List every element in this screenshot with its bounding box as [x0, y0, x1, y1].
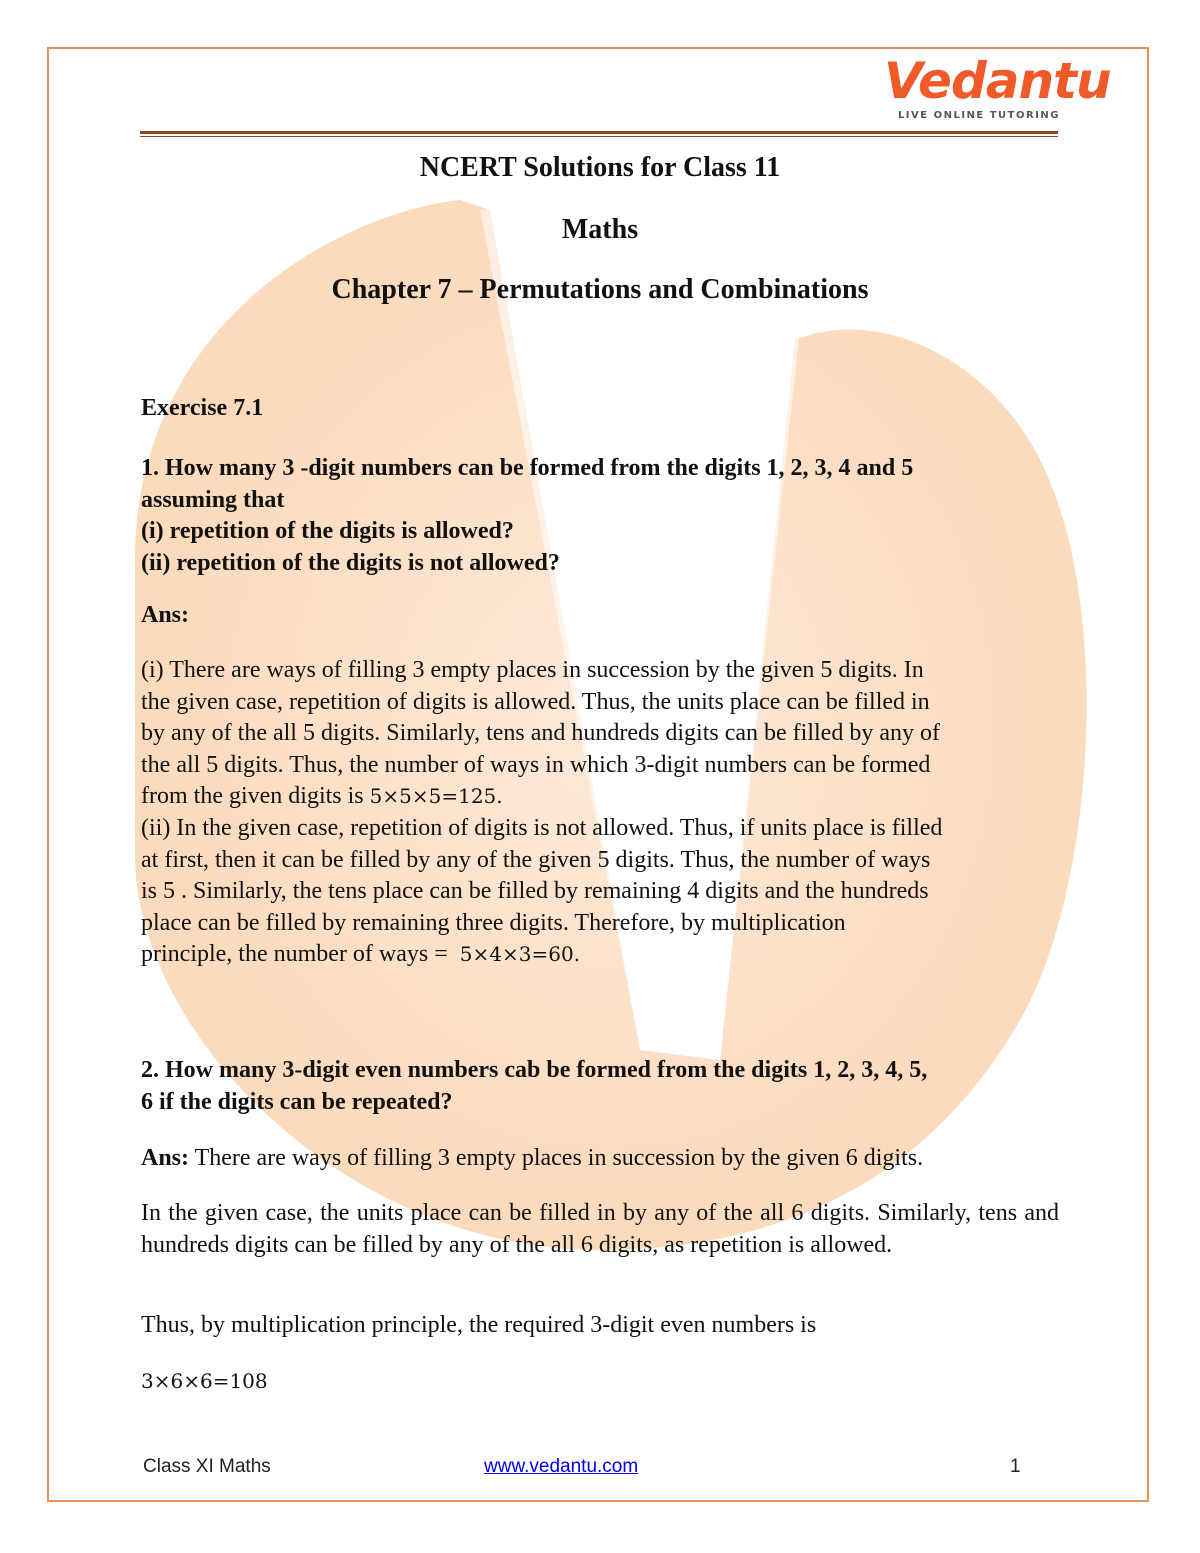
q2-answer [141, 1143, 1059, 1175]
q1-line: (i) repetition of the digits is allowed? [141, 518, 514, 544]
answer-line [141, 939, 1059, 971]
logo-tagline: LIVE ONLINE TUTORING [897, 110, 1060, 121]
q2-line: 2. How many 3-digit even numbers cab be formed from the digits 1, 2, 3, 4, 5, [141, 1057, 928, 1083]
answer-line: the all 5 digits. Thus, the number of ways in which 3-digit numbers can be formed [141, 751, 931, 778]
doc-chapter: Chapter 7 – Permutations and Combinations [331, 274, 869, 305]
answer-text: from the given digits is [141, 783, 364, 809]
answer-text: principle, the number of ways = [141, 941, 448, 967]
answer-line [141, 781, 1059, 813]
exercise-heading: Exercise 7.1 [141, 395, 264, 421]
vedantu-logo[interactable] [880, 52, 1111, 130]
footer-website-link[interactable]: www.vedantu.com [484, 1456, 639, 1477]
q1-answer-part-2 [141, 813, 1059, 971]
header-rule-thick [140, 131, 1058, 134]
q2-conclusion: Thus, by multiplication principle, the required 3-digit even numbers is [141, 1312, 817, 1338]
answer-line: at first, then it can be filled by any of the given 5 digits. Thus, the number of ways [141, 846, 931, 873]
answer-line: (ii) In the given case, repetition of digits is not allowed. Thus, if units place is filled [141, 815, 943, 841]
question-1 [141, 453, 1059, 579]
answer-line: is 5 . Similarly, the tens place can be filled by remaining 4 digits and the hundreds [141, 878, 929, 904]
footer-page-number: 1 [1010, 1456, 1021, 1477]
answer-line: by any of the all 5 digits. Similarly, tens and hundreds digits can be filled by any of [141, 720, 940, 746]
q2-answer-label: Ans: [141, 1145, 190, 1171]
answer-line: place can be filled by remaining three digits. Therefore, by multiplication [141, 909, 846, 936]
doc-subject: Maths [561, 214, 639, 245]
doc-title: NCERT Solutions for Class 11 [419, 152, 781, 183]
answer-text: There are ways of filling 3 empty places in succession by the given 6 digits. [194, 1145, 924, 1171]
answer-line: (i) There are ways of filling 3 empty places in succession by the given 5 digits. In [141, 657, 924, 683]
math-expression: 5×4×3=60. [459, 942, 581, 966]
math-expression: 5×5×5=125. [369, 784, 503, 808]
q2-paragraph: In the given case, the units place can be filled in by any of the all 6 digits. Similarly, tens and hundreds digits can be filled by any of the all 6 digits, as repetition is allowed. [141, 1200, 1059, 1258]
logo-wordmark: Vedantu [884, 52, 1111, 110]
q1-line: 1. How many 3 -digit numbers can be formed from the digits 1, 2, 3, 4 and 5 [141, 455, 914, 481]
answer-line: the given case, repetition of digits is allowed. Thus, the units place can be filled in [141, 688, 930, 715]
header-rule-thin [140, 136, 1058, 137]
q1-line: assuming that [141, 486, 285, 513]
q1-line: (ii) repetition of the digits is not allowed? [141, 549, 560, 576]
q2-line: 6 if the digits can be repeated? [141, 1088, 453, 1115]
question-2 [141, 1055, 1059, 1118]
math-expression: 3×6×6=108 [141, 1369, 268, 1393]
q1-answer-label: Ans: [141, 602, 190, 628]
q1-answer-part-1 [141, 655, 1059, 813]
footer-class-label: Class XI Maths [143, 1456, 271, 1477]
